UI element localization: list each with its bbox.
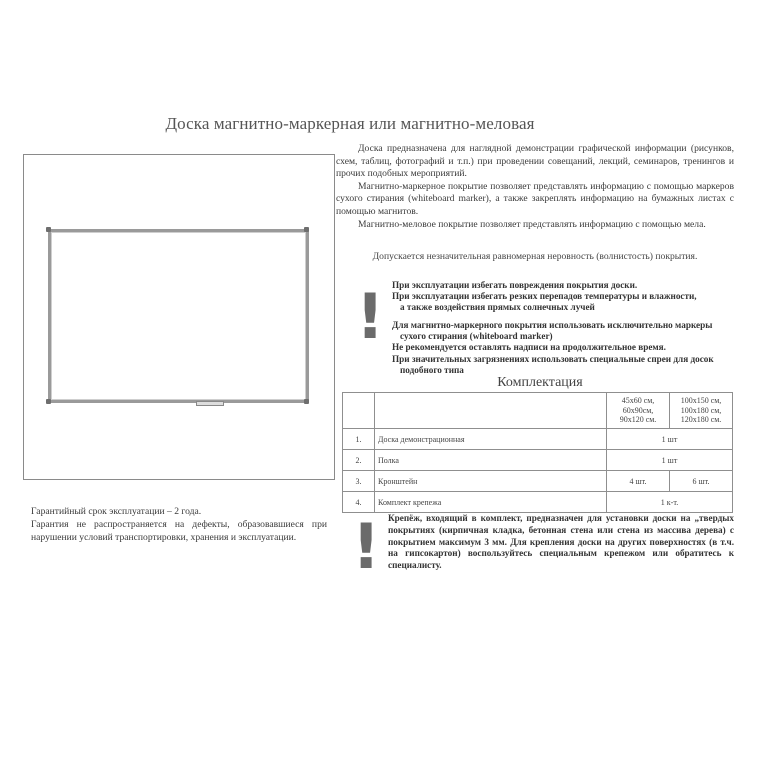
warning-line: а также воздействия прямых солнечных лучей bbox=[400, 302, 595, 313]
table-row bbox=[343, 471, 733, 492]
description-paragraph: Магнитно-меловое покрытие позволяет представлять информацию с помощью мела. bbox=[358, 218, 706, 230]
page-title: Доска магнитно-маркерная или магнитно-меловая bbox=[165, 114, 535, 133]
row-name: Полка bbox=[375, 450, 607, 471]
komplektacia-table bbox=[342, 392, 733, 513]
table-row bbox=[343, 429, 733, 450]
description-paragraph: Магнитно-маркерное покрытие позволяет представлять информацию с помощью маркеров сухого стирания (whiteboard marker), а также закреплять информацию на бумажных листах с помощью магнитов. bbox=[336, 180, 734, 217]
table-header-row bbox=[343, 393, 733, 429]
row-number: 2. bbox=[343, 450, 375, 471]
table-row bbox=[343, 492, 733, 513]
board-corner bbox=[304, 227, 309, 232]
warning-line: При эксплуатации избегать резких перепадов температуры и влажности, bbox=[392, 291, 697, 302]
mounting-note: Крепёж, входящий в комплект, предназначен для установки доски на „твердых покрытиях (кирпичная кладка, бетонная стена или стена из массива дерева) с покрытием максимум 3 мм. Для крепления доски на других поверхностях (в т.ч. на гипсокартон) воспользуйтесь специальным крепежом или обратитесь к специалисту. bbox=[388, 513, 734, 571]
row-qty: 1 к-т. bbox=[607, 492, 733, 513]
board-corner bbox=[46, 399, 51, 404]
unevenness-note: Допускается незначительная равномерная неровность (волнистость) покрытия. bbox=[372, 251, 698, 262]
warnings-marker bbox=[392, 320, 714, 376]
row-number: 3. bbox=[343, 471, 375, 492]
row-name: Кронштейн bbox=[375, 471, 607, 492]
description-paragraph: Доска предназначена для наглядной демонстрации графической информации (рисунков, схем, таблиц, фотографий и т.п.) при проведении совещаний, лекций, семинаров, тренингов и прочих подобных мероприятий. bbox=[336, 143, 734, 180]
description bbox=[336, 143, 734, 231]
row-qty-b: 6 шт. bbox=[670, 471, 733, 492]
board-shelf bbox=[196, 401, 224, 406]
table-row bbox=[343, 450, 733, 471]
warning-line: Для магнитно-маркерного покрытия использовать исключительно маркеры bbox=[392, 320, 713, 330]
row-number: 4. bbox=[343, 492, 375, 513]
warranty-block bbox=[31, 505, 327, 544]
warning-line: сухого стирания (whiteboard marker) bbox=[400, 331, 553, 342]
warranty-exclusions: Гарантия не распространяется на дефекты, образовавшиеся при нарушении условий транспортировки, хранения и эксплуатации. bbox=[31, 519, 327, 543]
size-group-b: 100x150 см, 100x180 см, 120x180 см. bbox=[670, 393, 733, 429]
exclamation-icon: ! bbox=[356, 280, 385, 353]
row-name: Комплект крепежа bbox=[375, 492, 607, 513]
warning-line: При эксплуатации избегать повреждения покрытия доски. bbox=[392, 280, 638, 290]
exclamation-icon: ! bbox=[352, 510, 381, 583]
board-corner bbox=[304, 399, 309, 404]
row-name: Доска демонстрационная bbox=[375, 429, 607, 450]
warning-line: При значительных загрязнениях использовать специальные спреи для досок bbox=[392, 353, 714, 364]
warning-line: Не рекомендуется оставлять надписи на продолжительное время. bbox=[392, 342, 666, 353]
board-corner bbox=[46, 227, 51, 232]
row-qty: 1 шт bbox=[607, 450, 733, 471]
row-qty: 1 шт bbox=[607, 429, 733, 450]
row-qty-a: 4 шт. bbox=[607, 471, 670, 492]
warning-line: подобного типа bbox=[400, 364, 464, 375]
whiteboard-illustration bbox=[48, 229, 309, 403]
komplektacia-title: Комплектация bbox=[497, 375, 583, 390]
size-group-a: 45x60 см, 60x90см, 90x120 см. bbox=[607, 393, 670, 429]
warranty-period: Гарантийный срок эксплуатации – 2 года. bbox=[31, 506, 202, 517]
row-number: 1. bbox=[343, 429, 375, 450]
warnings-usage bbox=[392, 280, 697, 314]
